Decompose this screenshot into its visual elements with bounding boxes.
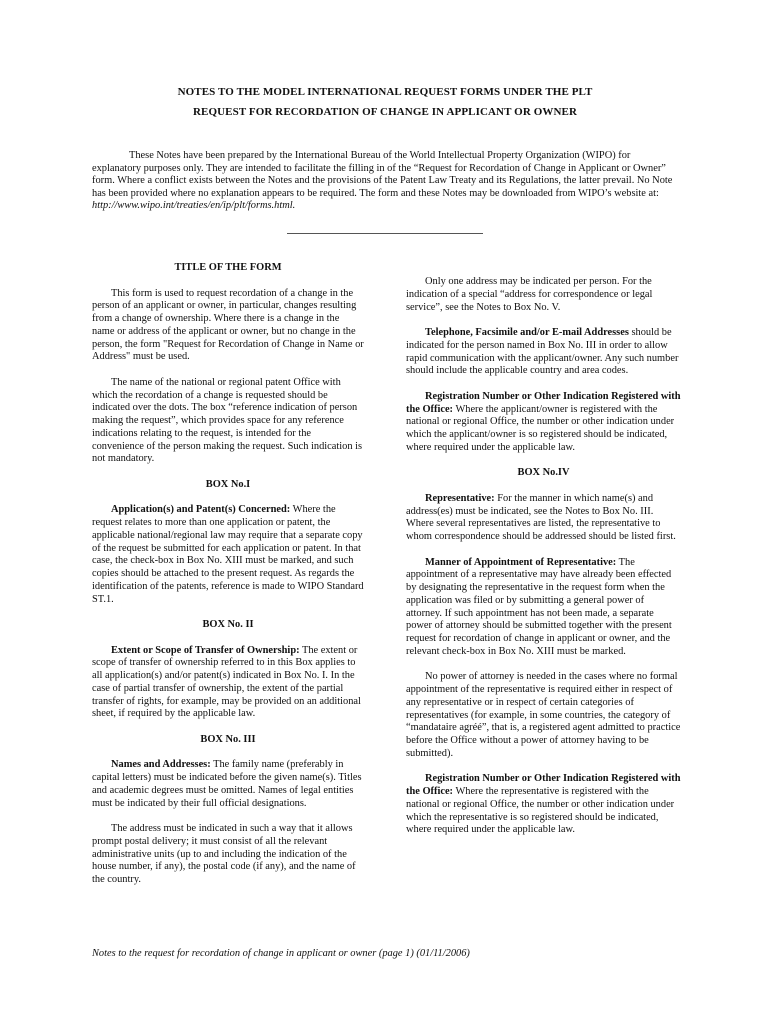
- representative-registration-text: Where the representative is registered with the national or regional Office, the number or other indication under which the representative is so registered should be indicated, where required under the applicable law.: [406, 786, 675, 836]
- wipo-forms-url: http://www.wipo.int/treaties/en/ip/plt/forms.html: [92, 200, 293, 212]
- document-title-line-2: REQUEST FOR RECORDATION OF CHANGE IN APPLICANT OR OWNER: [192, 106, 578, 118]
- box-3-lead: Names and Addresses:: [111, 759, 211, 771]
- box-3-heading: BOX No. III: [200, 733, 256, 745]
- telephone-text: should be indicated for the person named in Box No. III in order to allow rapid communication with the applicant/owner. Any such number should include the applicable country and area codes.: [406, 327, 679, 377]
- box-1-text: Where the request relates to more than one application or patent, the applicable national/regional law may require that a separate copy of the request be submitted for each application or patent. In that case, the check-box in Box No. XIII must be marked, and such copies should be attached to the present request. As regards the identification of the patents, reference is made to WIPO Standard ST.1.: [92, 504, 364, 605]
- no-power-paragraph: No power of attorney is needed in the cases where no formal appointment of the representative is required either in respect of any representative or in respect of certain categories of representatives (for example, in some countries, the category of “mandataire agréé”, that is, a registered agent admitted to practice before the Office without a power of attorney having to be submitted).: [406, 671, 681, 759]
- intro-text: These Notes have been prepared by the International Bureau of the World Intellectual Property Organization (WIPO) for explanatory purposes only. They are intended to facilitate the filling in of the “Request for Recordation of Change in Applicant or Owner” form. Where a conflict exists between the Notes and the provisions of the Patent Law Treaty and its Regulations, the latter prevail. No Note has been provided where no explanation appears to be required. The form and these Notes may be downloaded from WIPO’s website at:: [92, 150, 673, 199]
- telephone-lead: Telephone, Facsimile and/or E-mail Addresses: [425, 327, 629, 338]
- title-of-form-heading: TITLE OF THE FORM: [174, 262, 282, 273]
- registration-lead: Registration Number or Other Indication Registered with the Office:: [406, 390, 681, 415]
- intro-url-end: .: [292, 200, 296, 212]
- page-footer: Notes to the request for recordation of change in applicant or owner (page 1) (01/11/2006): [92, 948, 470, 959]
- title-of-form-paragraph-1: This form is used to request recordation of a change in the person of an applicant or owner, in particular, changes resulting from a change of ownership. Where there is a change in the name or address of the applicant or owner, but no change in the person, the form "Request for Recordation of Change in Name or Address" must be used.: [92, 287, 364, 363]
- box-3-paragraph-2: The address must be indicated in such a way that it allows prompt postal delivery; it must consist of all the relevant administrative units (up to and including the indication of the house number, if any), the postal code (if any), and the name of the country.: [92, 823, 356, 885]
- intro-paragraph: [92, 150, 677, 213]
- box-3-paragraph-1: [92, 759, 364, 810]
- box-2-lead: Extent or Scope of Transfer of Ownership:: [111, 644, 300, 656]
- representative-lead: Representative:: [425, 492, 495, 504]
- box-2-text: The extent or scope of transfer of ownership referred to in this Box applies to all application(s) and/or patent(s) indicated in Box No. I. In the case of partial transfer of ownership, the extent of the partial transfer of rights, for example, may be provided on an additional sheet, if required by the applicable law.: [92, 644, 361, 720]
- address-note-paragraph: Only one address may be indicated per person. For the indication of a special “address for correspondence or legal service”, see the Notes to Box No. V.: [406, 276, 653, 313]
- box-2-heading: BOX No. II: [202, 619, 254, 630]
- box-4-heading: BOX No.IV: [517, 467, 570, 479]
- box-3-text: The family name (preferably in capital letters) must be indicated before the given name(s). Titles and academic degrees must be omitted. Names of legal entities must be indicated by their full official designations.: [92, 759, 362, 809]
- representative-text: For the manner in which name(s) and address(es) must be indicated, see the Notes to Box No. III. Where several representatives are listed, the representative to whom correspondence should be addressed should be listed first.: [406, 492, 676, 542]
- left-column: [92, 262, 364, 900]
- registration-text: Where the applicant/owner is registered with the national or regional Office, the number or other indication under which the applicant/owner is so registered should be indicated, where required under the applicable law.: [406, 403, 675, 453]
- box-1-heading: BOX No.I: [205, 478, 251, 490]
- section-separator: [287, 233, 483, 234]
- box-1-paragraph: [92, 504, 364, 606]
- registration-paragraph: [406, 391, 681, 455]
- telephone-paragraph: [406, 327, 681, 378]
- appointment-paragraph: [406, 557, 681, 659]
- representative-paragraph: [406, 493, 681, 544]
- right-column: [406, 276, 681, 850]
- box-2-paragraph: [92, 645, 364, 722]
- appointment-lead: Manner of Appointment of Representative:: [425, 556, 617, 568]
- appointment-text: The appointment of a representative may have already been effected by designating the representative in the request form when the application was filed or by submitting a general power of attorney. If such appointment has not been made, a separate power of attorney should be submitted together with the present request for recordation of change in applicant or owner, and the relevant check-box in Box No. XIII must be marked.: [406, 556, 672, 657]
- document-title-line-1: NOTES TO THE MODEL INTERNATIONAL REQUEST FORMS UNDER THE PLT: [177, 86, 593, 98]
- representative-registration-paragraph: [406, 773, 681, 837]
- box-1-lead: Application(s) and Patent(s) Concerned:: [111, 504, 291, 516]
- title-of-form-paragraph-2: The name of the national or regional patent Office with which the recordation of a change is requested should be indicated over the dots. The box “reference indication of person making the request”, which provides space for any reference indications relating to the request, is intended for the convenience of the person making the request. Such indication is not mandatory.: [92, 376, 363, 465]
- representative-registration-lead: Registration Number or Other Indication Registered with the Office:: [406, 773, 681, 797]
